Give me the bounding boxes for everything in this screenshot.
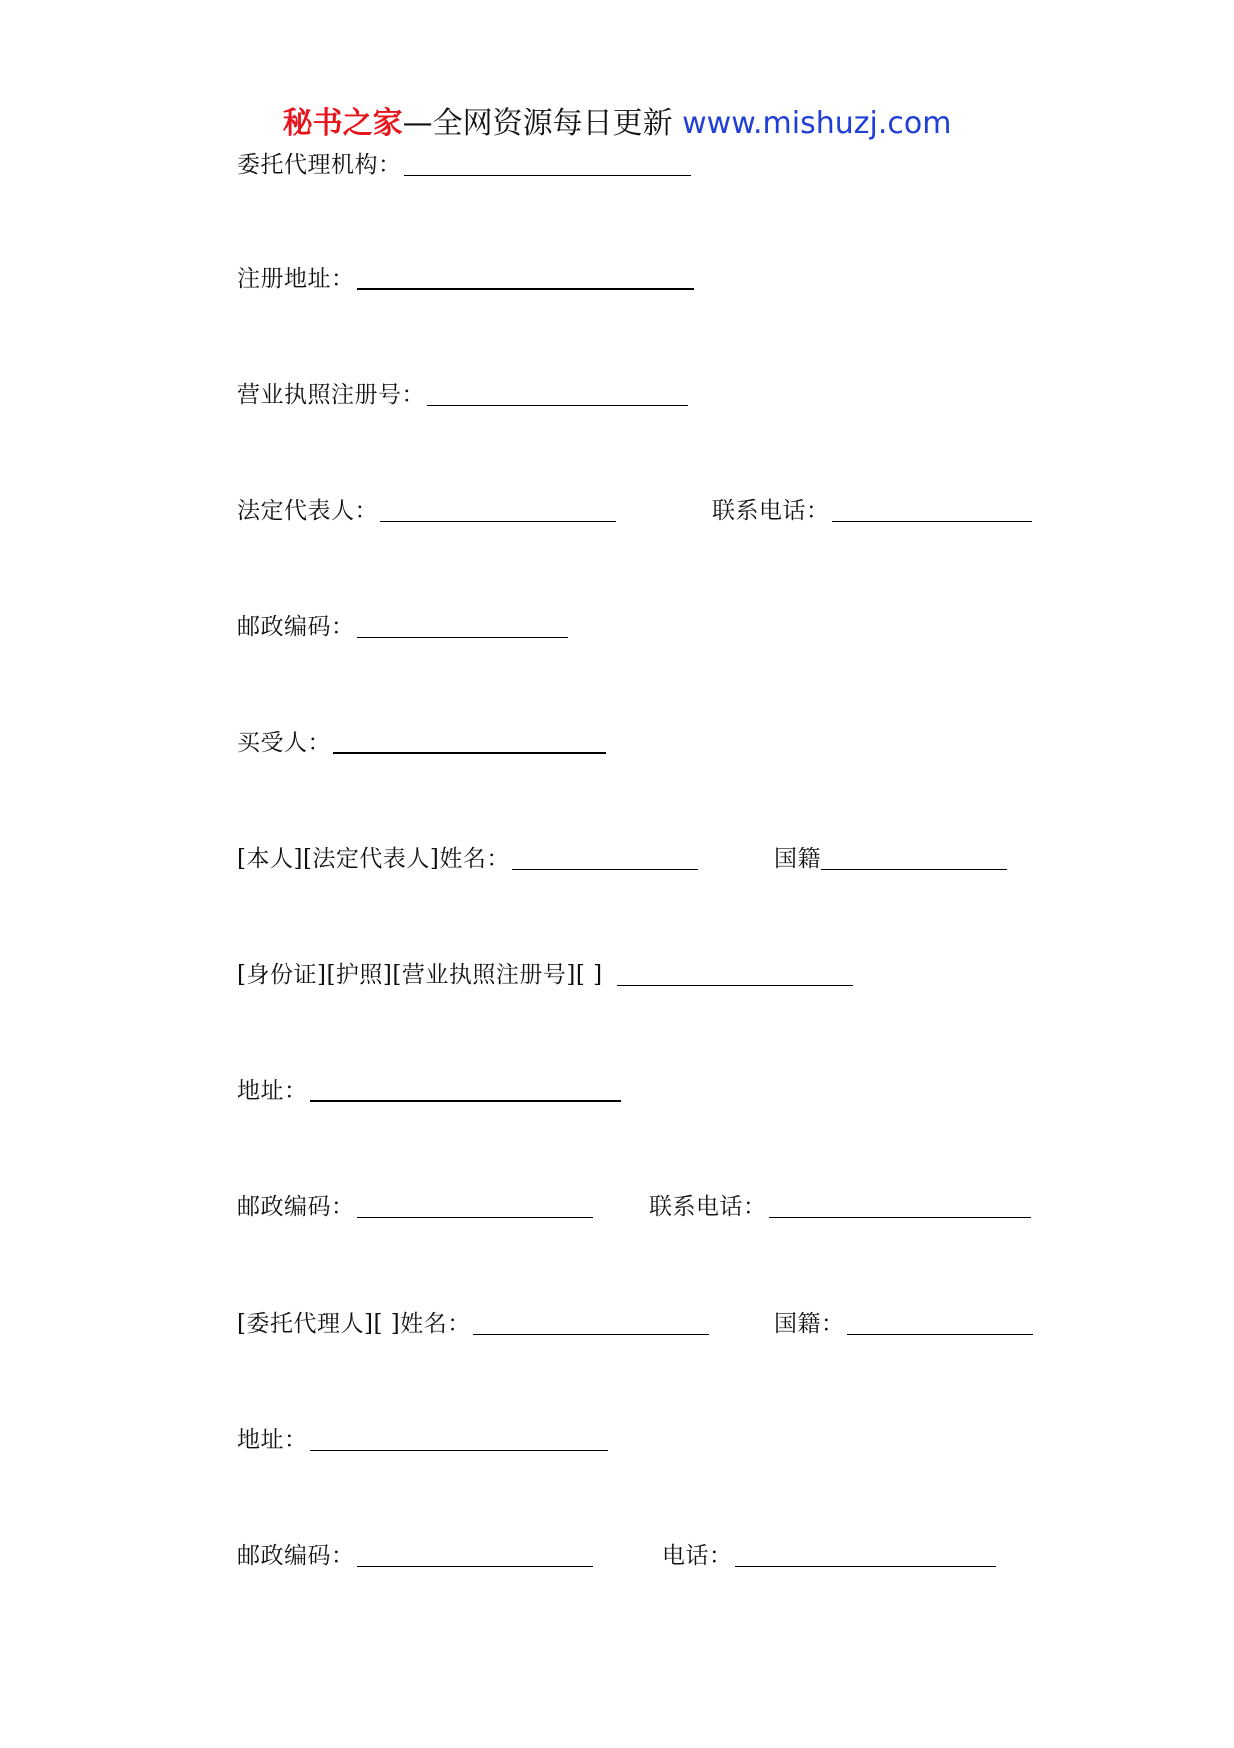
agent-address-label: 地址： bbox=[237, 1427, 308, 1453]
assignee-name-blank[interactable] bbox=[512, 869, 698, 870]
legal-rep-phone-label: 联系电话： bbox=[712, 498, 830, 524]
header-tagline: —全网资源每日更新 bbox=[402, 106, 683, 141]
form-row-reg-address bbox=[0, 259, 1234, 293]
form-row-legal-rep bbox=[0, 491, 1234, 525]
form-row-assignee-id bbox=[0, 955, 1234, 989]
postcode-1-label: 邮政编码： bbox=[237, 614, 355, 640]
form-row-postcode-2 bbox=[0, 1187, 1234, 1221]
legal-rep-phone-blank[interactable] bbox=[832, 521, 1032, 522]
assignee-name-label: [本人][法定代表人]姓名： bbox=[237, 846, 510, 872]
license-no-label: 营业执照注册号： bbox=[237, 382, 425, 408]
agent-phone-blank[interactable] bbox=[735, 1566, 996, 1567]
legal-rep-blank[interactable] bbox=[380, 521, 616, 522]
assignee-blank[interactable] bbox=[333, 752, 606, 754]
assignee-address-blank[interactable] bbox=[310, 1100, 621, 1102]
header-brand: 秘书之家 bbox=[282, 106, 403, 141]
postcode-1-blank[interactable] bbox=[357, 637, 568, 638]
form-row-agent-name bbox=[0, 1304, 1234, 1338]
agency-label: 委托代理机构： bbox=[237, 152, 402, 178]
postcode-3-label: 邮政编码： bbox=[237, 1543, 355, 1569]
legal-rep-label: 法定代表人： bbox=[237, 498, 378, 524]
assignee-id-label: [身份证][护照][营业执照注册号][ ] bbox=[237, 962, 603, 988]
form-row-assignee bbox=[0, 723, 1234, 757]
postcode-2-blank[interactable] bbox=[357, 1217, 593, 1218]
header-url[interactable]: www.mishuzj.com bbox=[682, 106, 952, 141]
agency-blank[interactable] bbox=[404, 175, 691, 176]
license-no-blank[interactable] bbox=[427, 405, 688, 406]
assignee-nationality-blank[interactable] bbox=[821, 869, 1007, 870]
agent-name-label: [委托代理人][ ]姓名： bbox=[237, 1311, 471, 1337]
agent-nationality-label: 国籍： bbox=[774, 1311, 845, 1337]
agent-name-blank[interactable] bbox=[473, 1334, 709, 1335]
form-row-assignee-name bbox=[0, 839, 1234, 873]
form-row-agent-address bbox=[0, 1420, 1234, 1454]
assignee-address-label: 地址： bbox=[237, 1078, 308, 1104]
agent-phone-label: 电话： bbox=[662, 1543, 733, 1569]
postcode-3-blank[interactable] bbox=[357, 1566, 593, 1567]
form-row-license-no bbox=[0, 375, 1234, 409]
agent-nationality-blank[interactable] bbox=[847, 1334, 1033, 1335]
assignee-phone-blank[interactable] bbox=[769, 1217, 1031, 1218]
assignee-id-blank[interactable] bbox=[617, 985, 853, 986]
reg-address-blank[interactable] bbox=[357, 288, 694, 290]
assignee-phone-label: 联系电话： bbox=[649, 1194, 767, 1220]
form-row-postcode-3 bbox=[0, 1536, 1234, 1570]
document-header bbox=[0, 106, 1234, 142]
form-row-postcode-1 bbox=[0, 607, 1234, 641]
assignee-label: 买受人： bbox=[237, 730, 331, 756]
postcode-2-label: 邮政编码： bbox=[237, 1194, 355, 1220]
form-row-assignee-address bbox=[0, 1071, 1234, 1105]
assignee-nationality-label: 国籍 bbox=[774, 846, 821, 872]
form-row-agency bbox=[0, 145, 1234, 179]
reg-address-label: 注册地址： bbox=[237, 266, 355, 292]
agent-address-blank[interactable] bbox=[310, 1450, 608, 1451]
